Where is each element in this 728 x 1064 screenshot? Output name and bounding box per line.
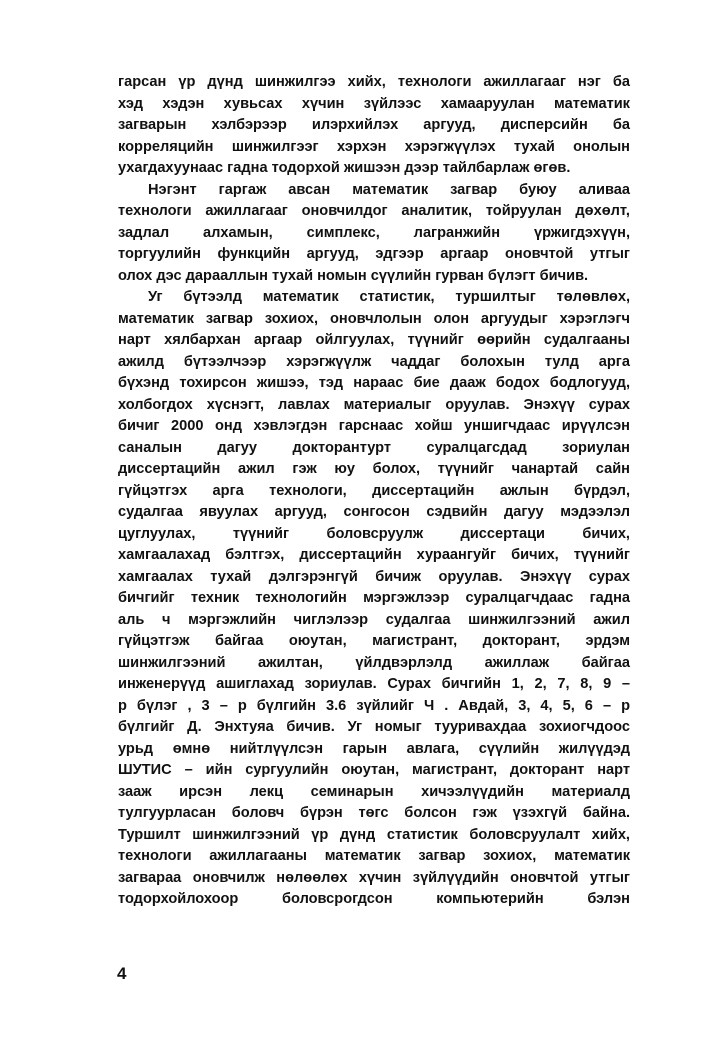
text-line: ажилд бүтээлчээр хэрэгжүүлж чаддаг болохын тулд арга: [118, 353, 630, 370]
text-line: бичиг 2000 онд хэвлэгдэн гарснаас хойш уншигчдаас ирүүлсэн: [118, 418, 630, 434]
text-line: корреляцийн шинжилгээг хэрхэн хэрэгжүүлэх тухай онолын: [118, 138, 630, 155]
text-line: р бүлэг , 3 – р бүлгийн 3.6 зүйлийг Ч . Авдай, 3, 4, 5, 6 – р: [118, 697, 630, 714]
text-line: загварын хэлбэрээр илэрхийлэх аргууд, дисперсийн ба: [118, 117, 630, 133]
text-line: судалгаа явуулах аргууд, сонгосон сэдвийн дагуу мэдээлэл: [118, 504, 630, 520]
text-line: хамгаалах тухай дэлгэрэнгүй бичиж оруулав. Энэхүү сурах: [118, 568, 630, 585]
page-number: 4: [117, 964, 127, 983]
text-line: диссертацийн ажил гэж юу болох, түүнийг чанартай сайн: [118, 461, 630, 477]
text-line: урьд өмнө нийтлүүлсэн гарын авлага, сүүлийн жилүүдэд: [118, 740, 630, 757]
text-line: технологи ажиллагааны математик загвар зохиох, математик: [118, 848, 630, 864]
text-line: цуглуулах, түүнийг боловсруулж диссертаци бичих,: [118, 525, 630, 542]
text-line: гүйцэтгэх арга технологи, диссертацийн ажлын бүрдэл,: [118, 482, 630, 499]
text-line: торгуулийн функцийн аргууд, эдгээр аргаар оновчтой утгыг: [118, 246, 630, 262]
text-line: Туршилт шинжилгээний үр дүнд статистик боловсруулалт хийх,: [118, 826, 630, 843]
text-line: хэд хэдэн хувьсах хүчин зүйлээс хамааруулан математик: [118, 95, 630, 112]
text-line: шинжилгээний ажилтан, үйлдвэрлэлд ажиллаж байгаа: [118, 654, 630, 671]
text-line: саналын дагуу докторантурт суралцагсдад зориулан: [118, 439, 630, 456]
text-line: задлал алхамын, симплекс, лагранжийн үржигдэхүүн,: [118, 224, 630, 241]
text-line: олох дэс дарааллын тухай номын сүүлийн гурван бүлэгт бичив.: [118, 267, 589, 284]
paragraph-first-line: Нэгэнт гаргаж авсан математик загвар буюу аливаа: [148, 181, 630, 198]
text-line: тулгуурласан боловч бүрэн төгс болсон гэж үзэхгүй байна.: [118, 805, 630, 821]
text-line: гарсан үр дүнд шинжилгээ хийх, технологи ажиллагааг нэг ба: [118, 74, 630, 90]
text-line: бүхэнд тохирсон жишээ, тэд нараас бие дааж бодох бодлогууд,: [118, 375, 630, 391]
text-line: ухагдахуунаас гадна тодорхой жишээн дээр тайлбарлаж өгөв.: [118, 160, 571, 176]
text-line: гүйцэтгэж байгаа оюутан, магистрант, докторант, эрдэм: [118, 633, 630, 649]
text-line: хамгаалахад бэлтгэх, диссертацийн хураангуйг бичих, түүнийг: [118, 547, 630, 563]
text-line: тодорхойлохоор боловсрогдсон компьютерийн бэлэн: [118, 891, 630, 907]
text-line: бүлгийг Д. Энхтуяа бичив. Уг номыг тууривахдаа зохиогчдоос: [118, 719, 630, 735]
text-line: технологи ажиллагааг оновчилдог аналитик, тойруулан дөхөлт,: [118, 203, 630, 219]
text-line: нарт хялбархан аргаар ойлгуулах, түүнийг өөрийн судалгааны: [118, 332, 630, 348]
text-line: ШУТИС – ийн сургуулийн оюутан, магистрант, докторант нарт: [118, 762, 630, 778]
text-line: аль ч мэргэжлийн чиглэлээр судалгаа шинжилгээний ажил: [118, 611, 630, 628]
paragraph-first-line: Уг бүтээлд математик статистик, туршилтыг төлөвлөх,: [148, 289, 630, 305]
text-line: инженерүүд ашиглахад зориулав. Сурах бичгийн 1, 2, 7, 8, 9 –: [118, 676, 630, 692]
body-text: [118, 72, 630, 911]
text-line: холбогдох хүснэгт, лавлах материалыг оруулав. Энэхүү сурах: [118, 396, 630, 413]
text-line: математик загвар зохиох, оновчлолын олон аргуудыг хэрэглэгч: [118, 310, 630, 327]
text-line: бичгийг техник технологийн мэргэжлээр суралцагчдаас гадна: [118, 590, 630, 606]
text-line: зааж ирсэн лекц семинарын хичээлүүдийн материалд: [118, 783, 630, 800]
text-line: загвараа оновчилж нөлөөлөх хүчин зүйлүүдийн оновчтой утгыг: [118, 869, 630, 886]
